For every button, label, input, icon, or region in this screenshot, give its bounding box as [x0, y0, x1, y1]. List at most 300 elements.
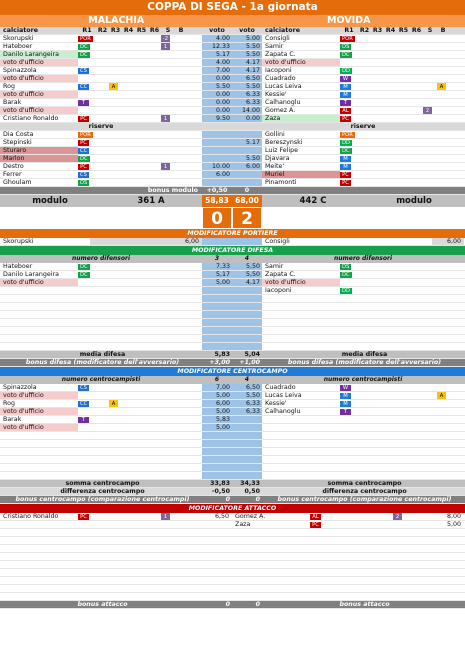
cell[interactable] — [122, 327, 135, 334]
cell[interactable] — [328, 577, 341, 584]
cell[interactable] — [371, 392, 384, 399]
cell[interactable] — [437, 43, 449, 50]
cell[interactable] — [341, 529, 354, 536]
cell[interactable] — [384, 163, 397, 170]
port-home-value[interactable]: 6,00 — [90, 238, 202, 245]
away-voto[interactable] — [232, 131, 262, 138]
cell[interactable] — [148, 464, 161, 471]
cell[interactable] — [423, 83, 437, 90]
cell[interactable] — [437, 179, 449, 186]
cell[interactable] — [161, 327, 175, 334]
player-name[interactable] — [232, 561, 310, 568]
cell[interactable] — [371, 115, 384, 122]
player-name[interactable]: Spinazzola — [3, 67, 37, 74]
cell[interactable] — [161, 529, 175, 536]
home-voto[interactable]: 4.00 — [202, 59, 232, 66]
cell[interactable] — [109, 75, 122, 82]
cell[interactable] — [109, 456, 122, 463]
cell[interactable] — [341, 513, 354, 520]
cell[interactable] — [135, 448, 148, 455]
cell[interactable] — [78, 408, 96, 415]
cell[interactable] — [340, 139, 358, 146]
cell[interactable] — [148, 408, 161, 415]
num-dif-label-away[interactable]: numero difensori — [333, 255, 393, 262]
home-voto[interactable]: 9.50 — [202, 115, 232, 122]
home-value[interactable] — [202, 432, 232, 439]
cell[interactable] — [161, 147, 175, 154]
cell[interactable] — [437, 440, 449, 447]
home-voto[interactable]: 4.00 — [202, 35, 232, 42]
cell[interactable] — [371, 400, 384, 407]
cell[interactable] — [135, 408, 148, 415]
col-r[interactable]: R3 — [372, 27, 383, 34]
cell[interactable] — [384, 416, 397, 423]
cell[interactable] — [161, 384, 175, 391]
cell[interactable] — [109, 51, 122, 58]
cell[interactable] — [423, 115, 437, 122]
cell[interactable] — [135, 67, 148, 74]
player-name[interactable] — [0, 311, 78, 318]
cell[interactable] — [310, 561, 328, 568]
col-s[interactable]: S — [427, 27, 433, 34]
cell[interactable] — [384, 99, 397, 106]
player-name[interactable] — [262, 448, 340, 455]
cell[interactable] — [340, 83, 358, 90]
left-label[interactable]: somma centrocampo — [65, 480, 140, 487]
player-name[interactable] — [262, 416, 340, 423]
cell[interactable] — [161, 59, 175, 66]
cell[interactable] — [358, 384, 371, 391]
cell[interactable] — [148, 263, 161, 270]
cell[interactable] — [122, 464, 135, 471]
cell[interactable] — [96, 263, 109, 270]
cell[interactable] — [423, 448, 437, 455]
cell[interactable] — [135, 513, 148, 520]
cell[interactable] — [358, 139, 371, 146]
cell[interactable] — [135, 432, 148, 439]
cell[interactable] — [122, 179, 135, 186]
cell[interactable] — [340, 115, 358, 122]
cell[interactable] — [410, 343, 423, 350]
port-away-name[interactable]: Consigli — [265, 238, 290, 245]
cell[interactable] — [371, 408, 384, 415]
away-value[interactable] — [232, 456, 262, 463]
cell[interactable] — [96, 43, 109, 50]
cell[interactable] — [423, 67, 437, 74]
away-value[interactable]: 0,50 — [244, 488, 260, 495]
cell[interactable] — [148, 107, 161, 114]
cell[interactable] — [109, 83, 122, 90]
cell[interactable] — [423, 287, 437, 294]
cell[interactable] — [175, 163, 187, 170]
cell[interactable] — [397, 400, 410, 407]
player-name[interactable] — [0, 521, 78, 528]
cell[interactable] — [410, 99, 423, 106]
att-value[interactable]: 6,50 — [214, 513, 229, 520]
player-name[interactable]: Ghoulam — [3, 179, 32, 186]
player-name[interactable] — [232, 569, 310, 576]
cell[interactable] — [340, 343, 358, 350]
cell[interactable] — [340, 271, 358, 278]
cell[interactable] — [397, 83, 410, 90]
player-name[interactable]: Barak — [3, 416, 22, 423]
player-name[interactable] — [232, 529, 310, 536]
cell[interactable] — [135, 456, 148, 463]
player-name[interactable]: Kessie' — [265, 400, 287, 407]
cell[interactable] — [371, 59, 384, 66]
home-value[interactable]: 7,33 — [202, 263, 232, 270]
cell[interactable] — [109, 171, 122, 178]
away-value[interactable] — [232, 424, 262, 431]
cell[interactable] — [78, 561, 96, 568]
player-name[interactable]: voto d'ufficio — [0, 408, 78, 415]
player-name[interactable] — [0, 295, 78, 302]
cell[interactable] — [78, 472, 96, 479]
cell[interactable] — [410, 179, 423, 186]
cell[interactable] — [135, 593, 148, 600]
cell[interactable] — [135, 155, 148, 162]
att-value[interactable] — [187, 561, 232, 568]
player-name[interactable] — [262, 327, 340, 334]
cell[interactable] — [437, 35, 449, 42]
cell[interactable] — [96, 59, 109, 66]
cell[interactable] — [148, 75, 161, 82]
cell[interactable] — [96, 131, 109, 138]
cell[interactable] — [371, 456, 384, 463]
cell[interactable] — [122, 553, 135, 560]
cell[interactable] — [397, 424, 410, 431]
home-value[interactable]: +3,00 — [209, 359, 230, 366]
cell[interactable] — [410, 448, 423, 455]
cell[interactable] — [109, 577, 122, 584]
cell[interactable] — [148, 593, 161, 600]
cell[interactable] — [341, 593, 354, 600]
player-name[interactable]: voto d'ufficio — [0, 75, 78, 82]
cell[interactable] — [340, 440, 358, 447]
cell[interactable] — [310, 521, 328, 528]
cell[interactable] — [410, 131, 423, 138]
away-value[interactable] — [232, 295, 262, 302]
away-value[interactable] — [232, 311, 262, 318]
cell[interactable] — [358, 311, 371, 318]
player-name[interactable] — [0, 529, 78, 536]
player-name[interactable] — [232, 577, 310, 584]
cell[interactable] — [78, 311, 96, 318]
cell[interactable] — [135, 472, 148, 479]
cell[interactable] — [437, 171, 449, 178]
cell[interactable] — [358, 271, 371, 278]
cell[interactable] — [175, 67, 187, 74]
cell[interactable] — [175, 569, 187, 576]
cell[interactable] — [161, 75, 175, 82]
cell[interactable] — [423, 271, 437, 278]
cell[interactable] — [437, 107, 449, 114]
cell[interactable] — [358, 263, 371, 270]
cell[interactable] — [175, 287, 187, 294]
cell[interactable] — [148, 513, 161, 520]
cell[interactable] — [78, 327, 96, 334]
cell[interactable] — [135, 400, 148, 407]
cell[interactable] — [122, 83, 135, 90]
left-label[interactable]: differenza centrocampo — [60, 488, 145, 495]
cell[interactable] — [78, 91, 96, 98]
home-value[interactable]: 6,00 — [202, 400, 232, 407]
cell[interactable] — [96, 343, 109, 350]
cell[interactable] — [122, 303, 135, 310]
cell[interactable] — [437, 271, 449, 278]
cell[interactable] — [78, 155, 96, 162]
home-value[interactable] — [202, 303, 232, 310]
cell[interactable] — [135, 271, 148, 278]
player-name[interactable]: Zapata C. — [265, 271, 296, 278]
cell[interactable] — [135, 43, 148, 50]
cell[interactable] — [175, 35, 187, 42]
player-name[interactable]: Gomez A. — [265, 107, 296, 114]
att-value[interactable]: 8,00 — [446, 513, 461, 520]
player-name[interactable] — [0, 593, 78, 600]
cell[interactable] — [161, 408, 175, 415]
cell[interactable] — [109, 163, 122, 170]
cell[interactable] — [423, 99, 437, 106]
cell[interactable] — [96, 585, 109, 592]
cell[interactable] — [122, 472, 135, 479]
cell[interactable] — [371, 35, 384, 42]
col-r[interactable]: R2 — [97, 27, 108, 34]
cell[interactable] — [437, 392, 449, 399]
cell[interactable] — [340, 448, 358, 455]
player-name[interactable]: Zaza — [262, 115, 340, 122]
cell[interactable] — [78, 577, 96, 584]
cell[interactable] — [358, 171, 371, 178]
cell[interactable] — [122, 271, 135, 278]
player-name[interactable] — [0, 343, 78, 350]
cell[interactable] — [407, 545, 419, 552]
cell[interactable] — [371, 155, 384, 162]
cell[interactable] — [175, 537, 187, 544]
cell[interactable] — [122, 448, 135, 455]
cell[interactable] — [135, 343, 148, 350]
cell[interactable] — [397, 263, 410, 270]
cell[interactable] — [423, 131, 437, 138]
cell[interactable] — [109, 139, 122, 146]
cell[interactable] — [397, 163, 410, 170]
bench-label-home[interactable]: riserve — [88, 123, 114, 130]
cell[interactable] — [384, 319, 397, 326]
away-voto[interactable]: 5.50 — [232, 155, 262, 162]
cell[interactable] — [78, 35, 96, 42]
cell[interactable] — [397, 311, 410, 318]
cell[interactable] — [397, 59, 410, 66]
cell[interactable] — [410, 311, 423, 318]
cell[interactable] — [122, 107, 135, 114]
away-voto[interactable] — [232, 179, 262, 186]
cell[interactable] — [175, 448, 187, 455]
cell[interactable] — [175, 577, 187, 584]
cell[interactable] — [371, 311, 384, 318]
cell[interactable] — [384, 295, 397, 302]
away-value[interactable]: 6,50 — [232, 384, 262, 391]
cell[interactable] — [384, 59, 397, 66]
cell[interactable] — [135, 51, 148, 58]
cell[interactable] — [358, 99, 371, 106]
cell[interactable] — [148, 440, 161, 447]
cell[interactable] — [78, 384, 96, 391]
player-name[interactable] — [0, 335, 78, 342]
cell[interactable] — [175, 408, 187, 415]
att-value[interactable] — [187, 545, 232, 552]
cell[interactable] — [310, 537, 328, 544]
cell[interactable] — [96, 335, 109, 342]
player-name[interactable] — [0, 287, 78, 294]
cell[interactable] — [148, 400, 161, 407]
cell[interactable] — [109, 585, 122, 592]
cell[interactable] — [358, 335, 371, 342]
cell[interactable] — [410, 115, 423, 122]
cell[interactable] — [175, 107, 187, 114]
cell[interactable] — [437, 400, 449, 407]
cell[interactable] — [358, 155, 371, 162]
player-name[interactable]: voto d'ufficio — [262, 59, 340, 66]
cell[interactable] — [148, 529, 161, 536]
cell[interactable] — [148, 171, 161, 178]
cell[interactable] — [328, 545, 341, 552]
cell[interactable] — [122, 287, 135, 294]
right-label[interactable]: somma centrocampo — [327, 480, 402, 487]
player-name[interactable]: voto d'ufficio — [0, 279, 78, 286]
cell[interactable] — [423, 155, 437, 162]
cell[interactable] — [161, 43, 175, 50]
cell[interactable] — [407, 577, 419, 584]
cell[interactable] — [175, 343, 187, 350]
col-r[interactable]: R5 — [136, 27, 147, 34]
cell[interactable] — [122, 295, 135, 302]
cell[interactable] — [384, 464, 397, 471]
cell[interactable] — [384, 263, 397, 270]
cell[interactable] — [161, 83, 175, 90]
cell[interactable] — [148, 416, 161, 423]
cell[interactable] — [175, 131, 187, 138]
att-value[interactable] — [419, 585, 464, 592]
cell[interactable] — [122, 513, 135, 520]
att-value[interactable] — [187, 577, 232, 584]
away-value[interactable]: 0 — [255, 601, 260, 608]
cell[interactable] — [340, 319, 358, 326]
cell[interactable] — [393, 529, 407, 536]
cell[interactable] — [384, 35, 397, 42]
cell[interactable] — [437, 51, 449, 58]
cell[interactable] — [397, 91, 410, 98]
cell[interactable] — [109, 472, 122, 479]
cell[interactable] — [328, 529, 341, 536]
cell[interactable] — [340, 147, 358, 154]
cell[interactable] — [354, 553, 367, 560]
cell[interactable] — [371, 416, 384, 423]
cell[interactable] — [135, 287, 148, 294]
cell[interactable] — [367, 513, 380, 520]
player-name[interactable]: Zaza — [235, 521, 251, 528]
cell[interactable] — [175, 311, 187, 318]
cell[interactable] — [384, 472, 397, 479]
cell[interactable] — [161, 271, 175, 278]
num-cc-label-away[interactable]: numero centrocampisti — [323, 376, 403, 383]
cell[interactable] — [437, 311, 449, 318]
cell[interactable] — [341, 545, 354, 552]
att-value[interactable] — [419, 545, 464, 552]
cell[interactable] — [161, 553, 175, 560]
cell[interactable] — [384, 440, 397, 447]
cell[interactable] — [175, 327, 187, 334]
away-value[interactable]: 0 — [255, 496, 260, 503]
away-value[interactable] — [232, 472, 262, 479]
cell[interactable] — [340, 408, 358, 415]
away-voto[interactable]: 5.00 — [232, 35, 262, 42]
cell[interactable] — [328, 569, 341, 576]
spacer[interactable] — [262, 187, 464, 194]
cell[interactable] — [109, 569, 122, 576]
cell[interactable] — [175, 400, 187, 407]
cell[interactable] — [161, 472, 175, 479]
away-value[interactable] — [232, 416, 262, 423]
cell[interactable] — [384, 303, 397, 310]
att-value[interactable] — [187, 585, 232, 592]
cell[interactable] — [437, 83, 449, 90]
cell[interactable] — [78, 545, 96, 552]
cell[interactable] — [410, 319, 423, 326]
cell[interactable] — [437, 163, 449, 170]
cell[interactable] — [122, 537, 135, 544]
cell[interactable] — [122, 440, 135, 447]
cell[interactable] — [96, 311, 109, 318]
att-value[interactable] — [419, 577, 464, 584]
cell[interactable] — [122, 569, 135, 576]
cell[interactable] — [437, 67, 449, 74]
player-name[interactable]: Luiz Felipe — [265, 147, 298, 154]
cell[interactable] — [407, 513, 419, 520]
cell[interactable] — [358, 400, 371, 407]
cell[interactable] — [341, 561, 354, 568]
cell[interactable] — [310, 585, 328, 592]
away-value[interactable] — [232, 448, 262, 455]
player-name[interactable] — [232, 593, 310, 600]
cell[interactable] — [397, 392, 410, 399]
cell[interactable] — [135, 537, 148, 544]
home-voto[interactable] — [202, 155, 232, 162]
player-name[interactable]: Cuadrado — [265, 75, 296, 82]
home-voto[interactable] — [202, 147, 232, 154]
player-name[interactable]: Spinazzola — [3, 384, 37, 391]
cell[interactable] — [78, 171, 96, 178]
cell[interactable] — [358, 35, 371, 42]
att-value[interactable] — [419, 561, 464, 568]
cell[interactable] — [371, 139, 384, 146]
cell[interactable] — [358, 343, 371, 350]
cell[interactable] — [122, 139, 135, 146]
cell[interactable] — [96, 416, 109, 423]
cell[interactable] — [380, 513, 393, 520]
cell[interactable] — [380, 561, 393, 568]
cell[interactable] — [135, 384, 148, 391]
cell[interactable] — [367, 577, 380, 584]
cell[interactable] — [358, 416, 371, 423]
player-name[interactable]: Cristiano Ronaldo — [3, 513, 59, 520]
away-value[interactable] — [232, 335, 262, 342]
player-name[interactable]: Destro — [3, 163, 24, 170]
cell[interactable] — [371, 179, 384, 186]
cell[interactable] — [161, 107, 175, 114]
away-value[interactable]: 34,33 — [240, 480, 260, 487]
cell[interactable] — [175, 521, 187, 528]
cell[interactable] — [384, 335, 397, 342]
